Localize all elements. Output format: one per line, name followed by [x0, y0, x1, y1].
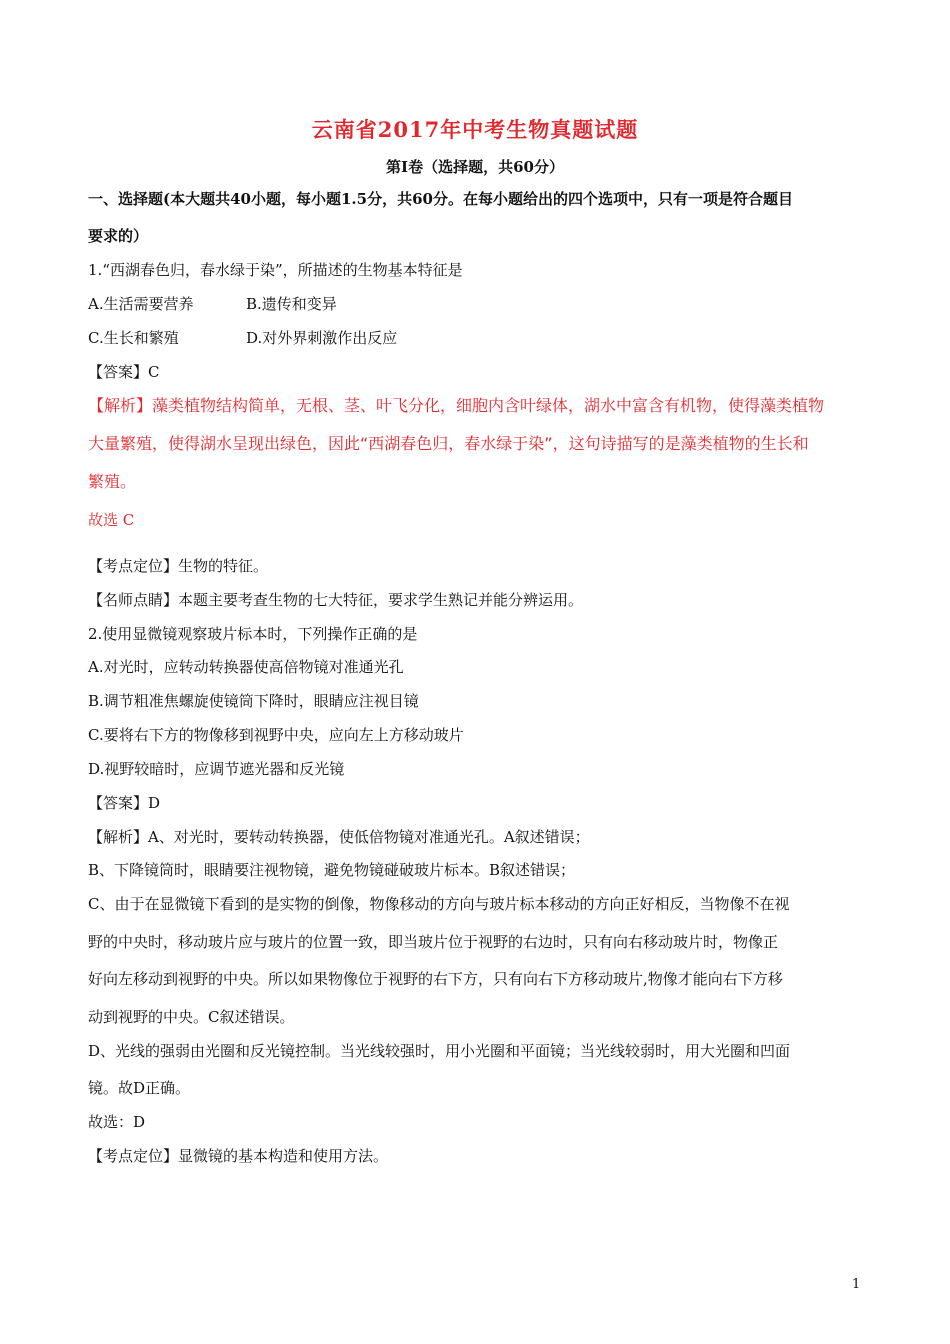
q2-analysis-line-4: 野的中央时，移动玻片应与玻片的位置一致，即当玻片位于视野的右边时，只有向右移动玻片时，物像正 [88, 933, 779, 951]
q2-conclusion: 故选：D [88, 1113, 146, 1131]
q1-option-b: B.遗传和变异 [246, 295, 337, 313]
q2-analysis-line-1: 【解析】A、对光时，要转动转换器，使低倍物镜对准通光孔。A叙述错误； [88, 828, 590, 846]
q1-conclusion: 故选 C [88, 511, 135, 529]
section-header-line-2: 要求的） [88, 227, 149, 245]
q1-option-a: A.生活需要营养 [88, 295, 194, 313]
q1-options-row-2 [88, 327, 868, 348]
q1-answer: 【答案】C [88, 363, 160, 381]
section-header-line-1: 一、选择题(本大题共40小题，每小题1.5分，共60分。在每小题给出的四个选项中，只有一项是符合题目 [88, 190, 793, 208]
q1-option-d: D.对外界刺激作出反应 [246, 329, 398, 347]
q2-analysis-line-3: C、由于在显微镜下看到的是实物的倒像，物像移动的方向与玻片标本移动的方向正好相反，当物像不在视 [88, 895, 790, 913]
q1-exam-point: 【考点定位】生物的特征。 [88, 557, 269, 575]
q1-analysis-line-3: 繁殖。 [88, 472, 137, 491]
q2-option-b: B.调节粗准焦螺旋使镜筒下降时，眼睛应注视目镜 [88, 692, 419, 710]
q2-option-d: D.视野较暗时，应调节遮光器和反光镜 [88, 760, 345, 778]
q2-analysis-line-2: B、下降镜筒时，眼睛要注视物镜，避免物镜碰破玻片标本。B叙述错误； [88, 861, 576, 879]
q2-analysis-line-7: D、光线的强弱由光圈和反光镜控制。当光线较强时，用小光圈和平面镜；当光线较弱时，用大光圈和凹面 [88, 1042, 791, 1060]
q2-analysis-line-5: 好向左移动到视野的中央。所以如果物像位于视野的右下方，只有向右下方移动玻片,物像才能向右下方移 [88, 970, 783, 988]
q2-exam-point: 【考点定位】显微镜的基本构造和使用方法。 [88, 1147, 389, 1165]
doc-subtitle: 第Ⅰ卷（选择题，共60分） [386, 158, 564, 176]
page-number: 1 [852, 1277, 861, 1292]
q2-option-a: A.对光时，应转动转换器使高倍物镜对准通光孔 [88, 658, 404, 676]
q2-analysis-line-6: 动到视野的中央。C叙述错误。 [88, 1008, 295, 1026]
q2-analysis-line-8: 镜。故D正确。 [88, 1079, 191, 1097]
q2-option-c: C.要将右下方的物像移到视野中央，应向左上方移动玻片 [88, 726, 464, 744]
q1-teacher-tip: 【名师点睛】本题主要考查生物的七大特征，要求学生熟记并能分辨运用。 [88, 591, 584, 609]
q2-stem: 2.使用显微镜观察玻片标本时，下列操作正确的是 [88, 625, 418, 643]
q2-answer: 【答案】D [88, 794, 161, 812]
q1-options-row-1 [88, 293, 868, 314]
q1-analysis-line-2: 大量繁殖，使得湖水呈现出绿色，因此“西湖春色归，春水绿于染”，这句诗描写的是藻类植物的生长和 [88, 434, 809, 453]
q1-stem: 1.“西湖春色归，春水绿于染”，所描述的生物基本特征是 [88, 261, 463, 279]
doc-title: 云南省2017年中考生物真题试题 [311, 117, 639, 142]
q1-analysis-line-1: 【解析】藻类植物结构简单，无根、茎、叶飞分化，细胞内含叶绿体，湖水中富含有机物，使得藻类植物 [88, 396, 825, 415]
q1-option-c: C.生长和繁殖 [88, 329, 179, 347]
